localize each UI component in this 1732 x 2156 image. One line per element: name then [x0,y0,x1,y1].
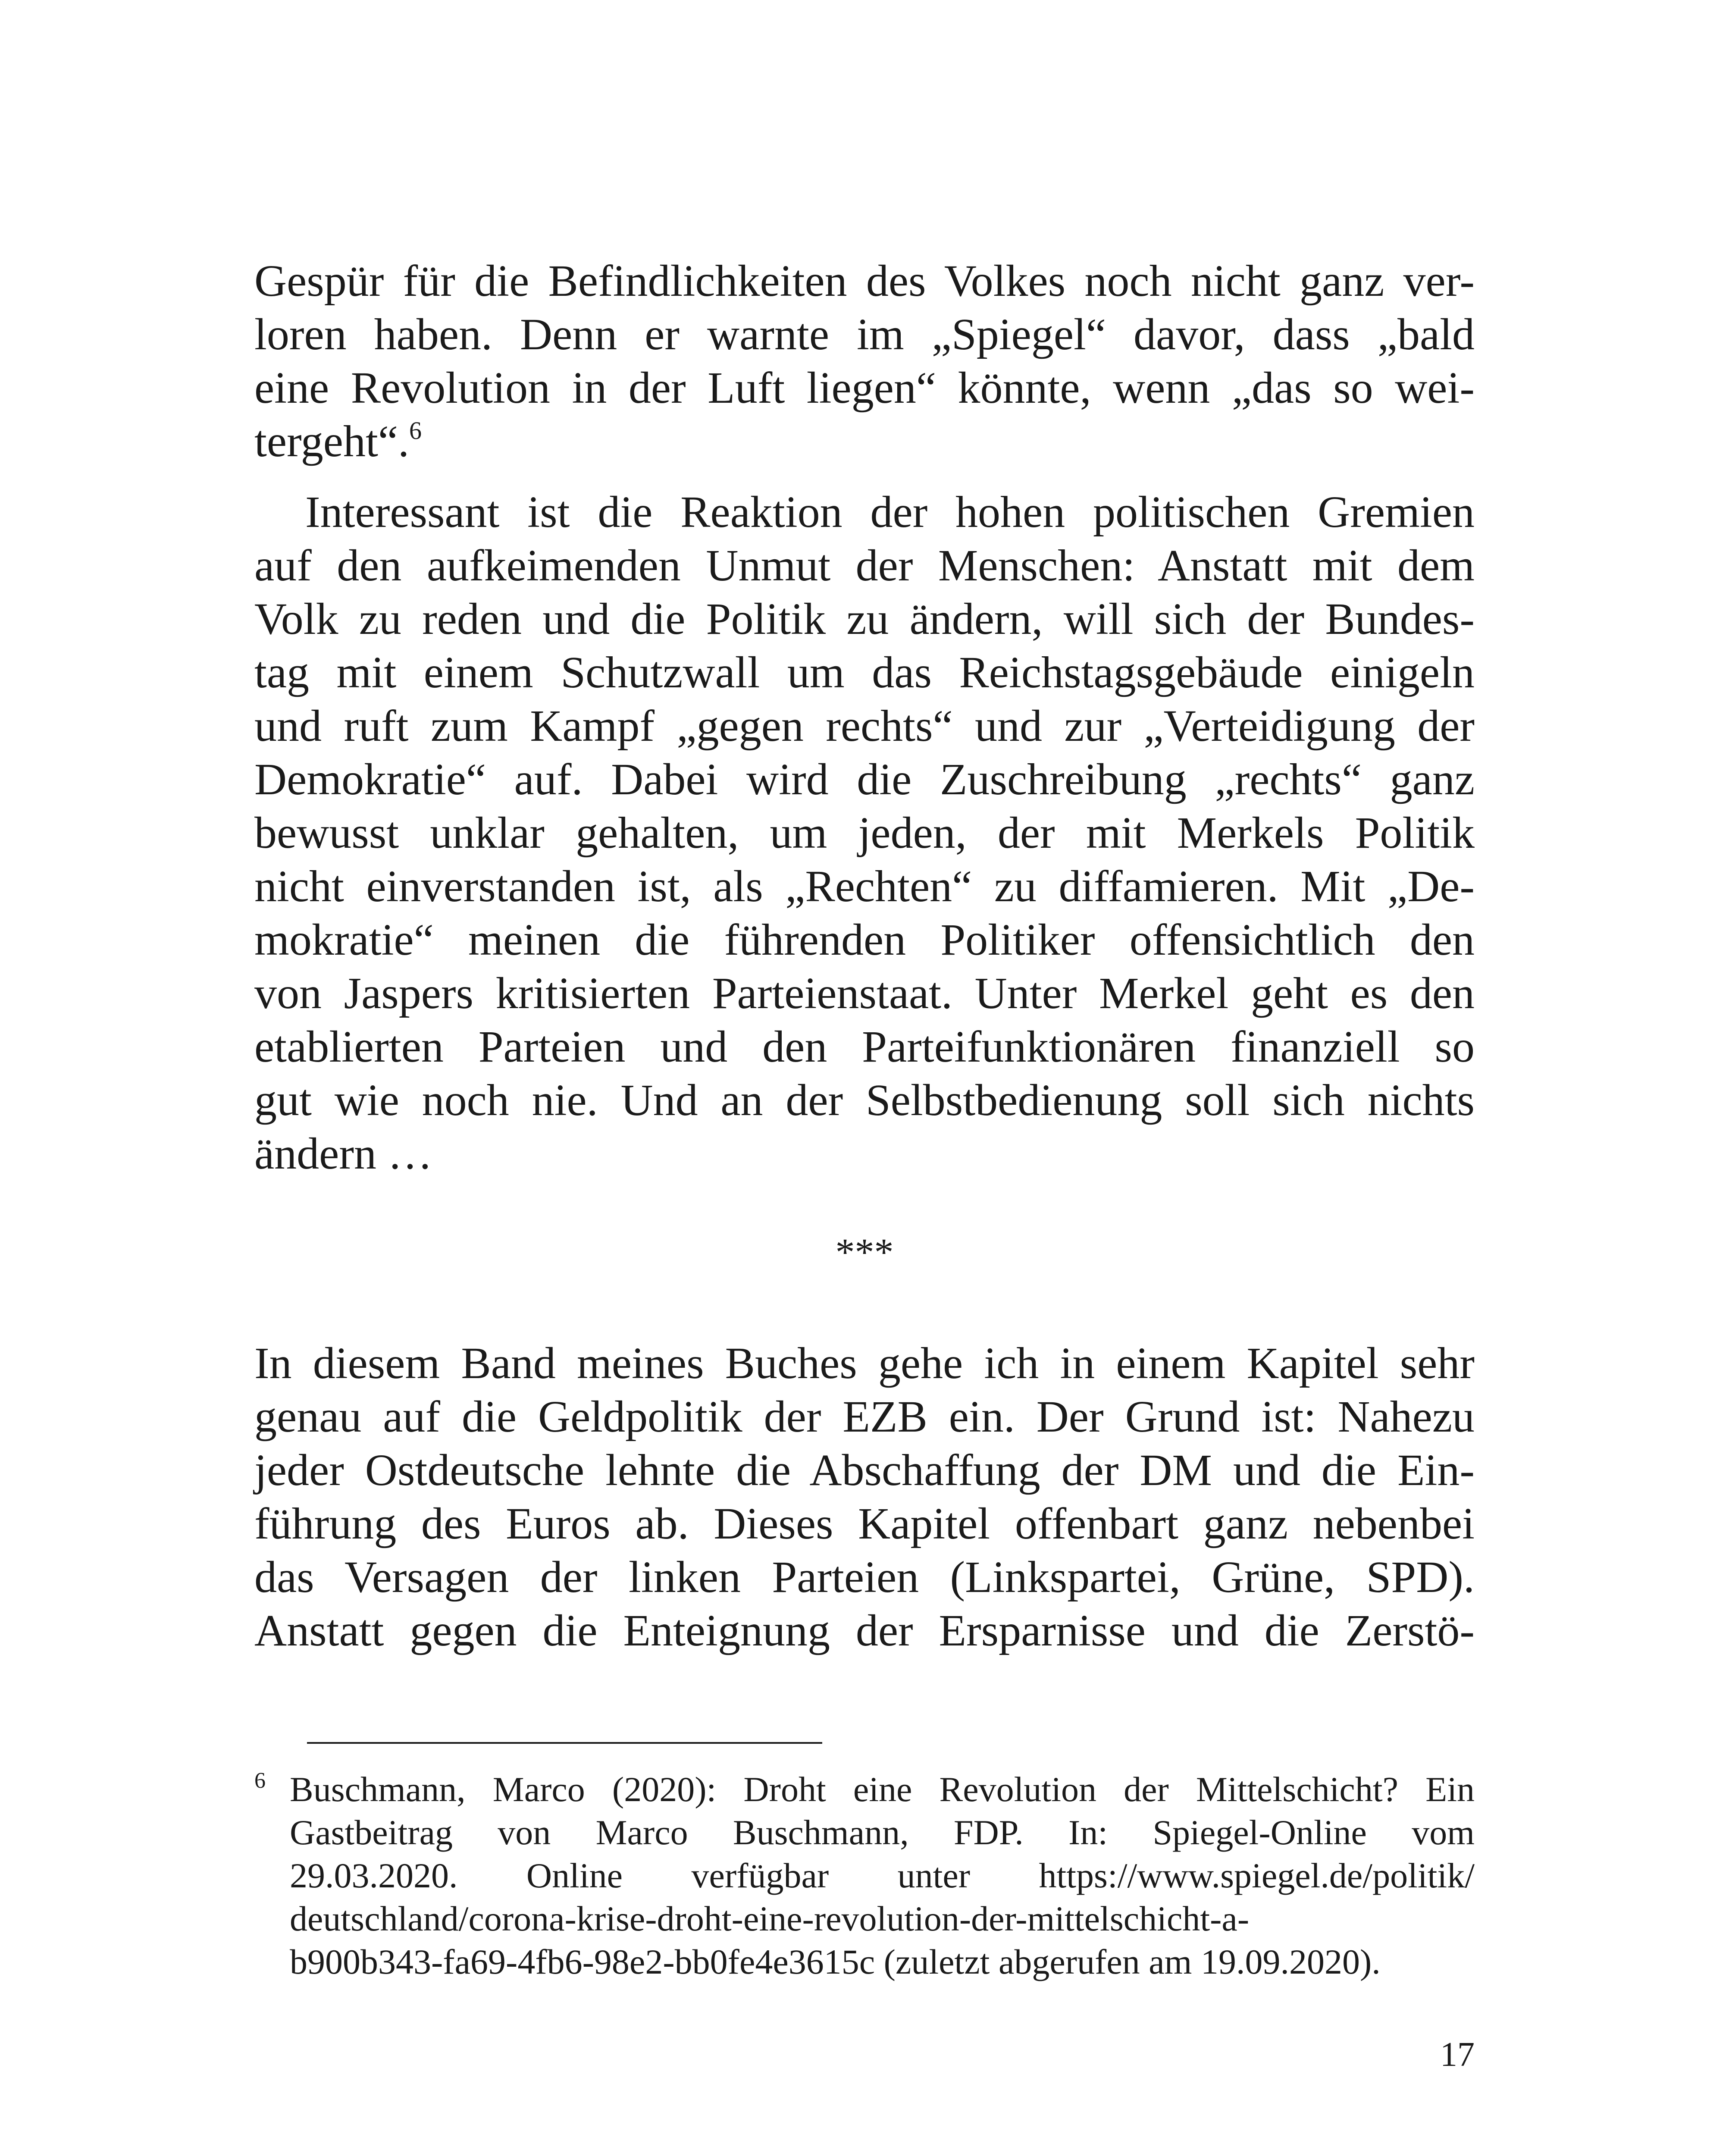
text-line: loren haben. Denn er warnte im „Spiegel“ davor, dass „bald [254,310,1475,359]
section-separator: *** [835,1231,894,1274]
text-line: In diesem Band meines Buches gehe ich in einem Kapitel sehr [254,1338,1475,1388]
text-line: jeder Ostdeutsche lehnte die Abschaffung der DM und die Ein- [254,1445,1475,1495]
footnote-line: b900b343-fa69-4fb6-98e2-bb0fe4e3615c (zuletzt abgerufen am 19.09.2020). [290,1942,1381,1981]
text-line-content: tergeht“. [254,417,410,466]
text-line: gut wie noch nie. Und an der Selbstbedienung soll sich nichts [254,1075,1475,1125]
main-text [254,254,1475,1181]
footnote-line: deutschland/corona-krise-droht-eine-revolution-der-mittelschicht-a- [290,1899,1250,1938]
footnote-number: 6 [254,1768,266,1793]
text-line: mokratie“ meinen die führenden Politiker offensichtlich den [254,915,1475,965]
text-line: und ruft zum Kampf „gegen rechts“ und zur „Verteidigung der [254,701,1475,751]
text-line: Volk zu reden und die Politik zu ändern, will sich der Bundes- [254,594,1475,644]
text-line: eine Revolution in der Luft liegen“ könnte, wenn „das so wei- [254,363,1475,413]
text-line: ändern … [254,1129,432,1178]
text-line: nicht einverstanden ist, als „Rechten“ zu diffamieren. Mit „De- [254,862,1475,911]
text-line: Gespür für die Befindlichkeiten des Volkes noch nicht ganz ver- [254,256,1475,306]
footnote-line: Gastbeitrag von Marco Buschmann, FDP. In: Spiegel-Online vom [290,1813,1475,1852]
footnote-line: 29.03.2020. Online verfügbar unter https://www.spiegel.de/politik/ [290,1856,1475,1895]
text-line: Anstatt gegen die Enteignung der Ersparnisse und die Zerstö- [254,1606,1475,1655]
text-line: tag mit einem Schutzwall um das Reichstagsgebäude einigeln [254,648,1475,697]
paragraph-1 [254,254,1475,468]
text-line: bewusst unklar gehalten, um jeden, der mit Merkels Politik [254,808,1475,858]
text-line: führung des Euros ab. Dieses Kapitel offenbart ganz nebenbei [254,1499,1475,1548]
text-line: auf den aufkeimenden Unmut der Menschen: Anstatt mit dem [254,541,1475,590]
text-line: das Versagen der linken Parteien (Linkspartei, Grüne, SPD). [254,1552,1475,1602]
paragraph-2 [254,486,1475,1181]
text-line: von Jaspers kritisierten Parteienstaat. Unter Merkel geht es den [254,968,1475,1018]
footnote-divider [307,1742,822,1744]
footnote-line: Buschmann, Marco (2020): Droht eine Revolution der Mittelschicht? Ein [290,1770,1475,1809]
text-line: genau auf die Geldpolitik der EZB ein. Der Grund ist: Nahezu [254,1392,1475,1442]
footnote-text [290,1768,1475,1984]
text-line [254,415,1475,468]
text-line: Demokratie“ auf. Dabei wird die Zuschreibung „rechts“ ganz [254,755,1475,804]
text-line: Interessant ist die Reaktion der hohen politischen Gremien [305,487,1475,537]
paragraph-3 [254,1337,1475,1658]
page-number: 17 [1440,2036,1475,2074]
footnote-reference[interactable]: 6 [409,417,422,445]
text-line: etablierten Parteien und den Parteifunktionären finanziell so [254,1022,1475,1072]
